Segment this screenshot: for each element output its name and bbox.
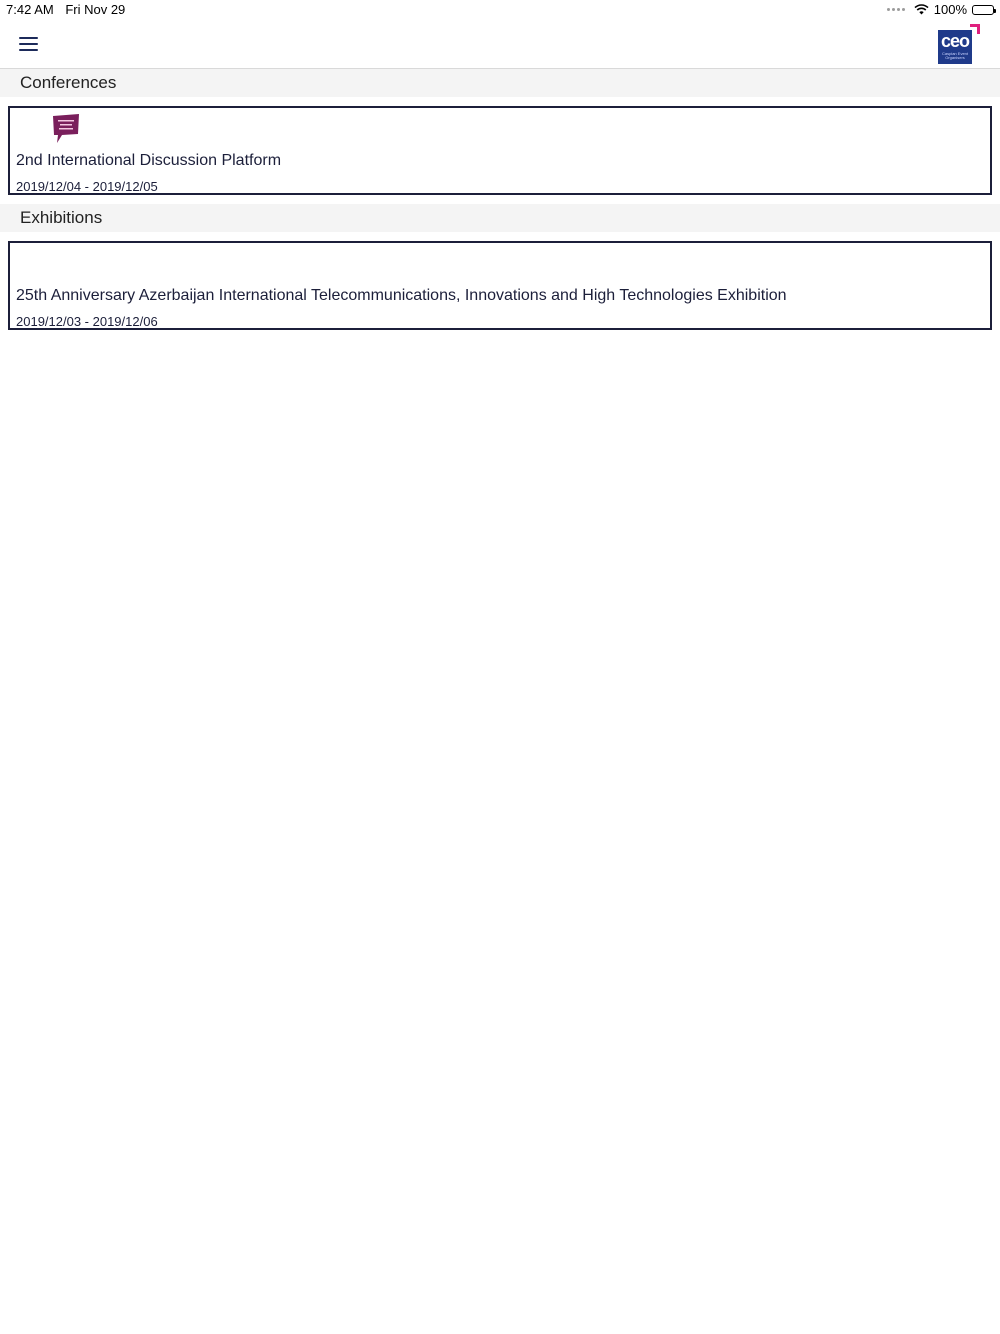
logo-tagline: Caspian Event Organisers [941, 51, 968, 60]
event-badge-icon [52, 114, 80, 144]
event-dates: 2019/12/04 - 2019/12/05 [16, 179, 158, 194]
section-header-exhibitions: Exhibitions [0, 204, 1000, 232]
logo-accent [970, 24, 980, 34]
status-date: Fri Nov 29 [65, 2, 126, 17]
status-time: 7:42 AM [6, 2, 54, 17]
event-title: 2nd International Discussion Platform [16, 152, 282, 169]
section-exhibitions [0, 204, 1000, 330]
event-title: 25th Anniversary Azerbaijan International Telecommunications, Innovations and High Technologies Exhibition [16, 287, 787, 304]
status-right [887, 2, 994, 17]
hamburger-menu-icon[interactable] [19, 37, 38, 51]
event-card[interactable] [8, 106, 992, 195]
event-dates: 2019/12/03 - 2019/12/06 [16, 314, 158, 329]
logo-text: ceo [940, 31, 970, 51]
logo-box [938, 30, 972, 64]
cellular-signal-icon [887, 8, 905, 11]
status-left [6, 2, 133, 17]
battery-icon [972, 5, 994, 15]
event-card[interactable] [8, 241, 992, 330]
nav-bar [0, 20, 1000, 69]
status-bar [0, 0, 1000, 20]
section-conferences [0, 69, 1000, 195]
ceo-logo [938, 24, 980, 64]
section-header-conferences: Conferences [0, 69, 1000, 97]
wifi-icon [914, 4, 929, 15]
battery-percent: 100% [933, 2, 967, 17]
